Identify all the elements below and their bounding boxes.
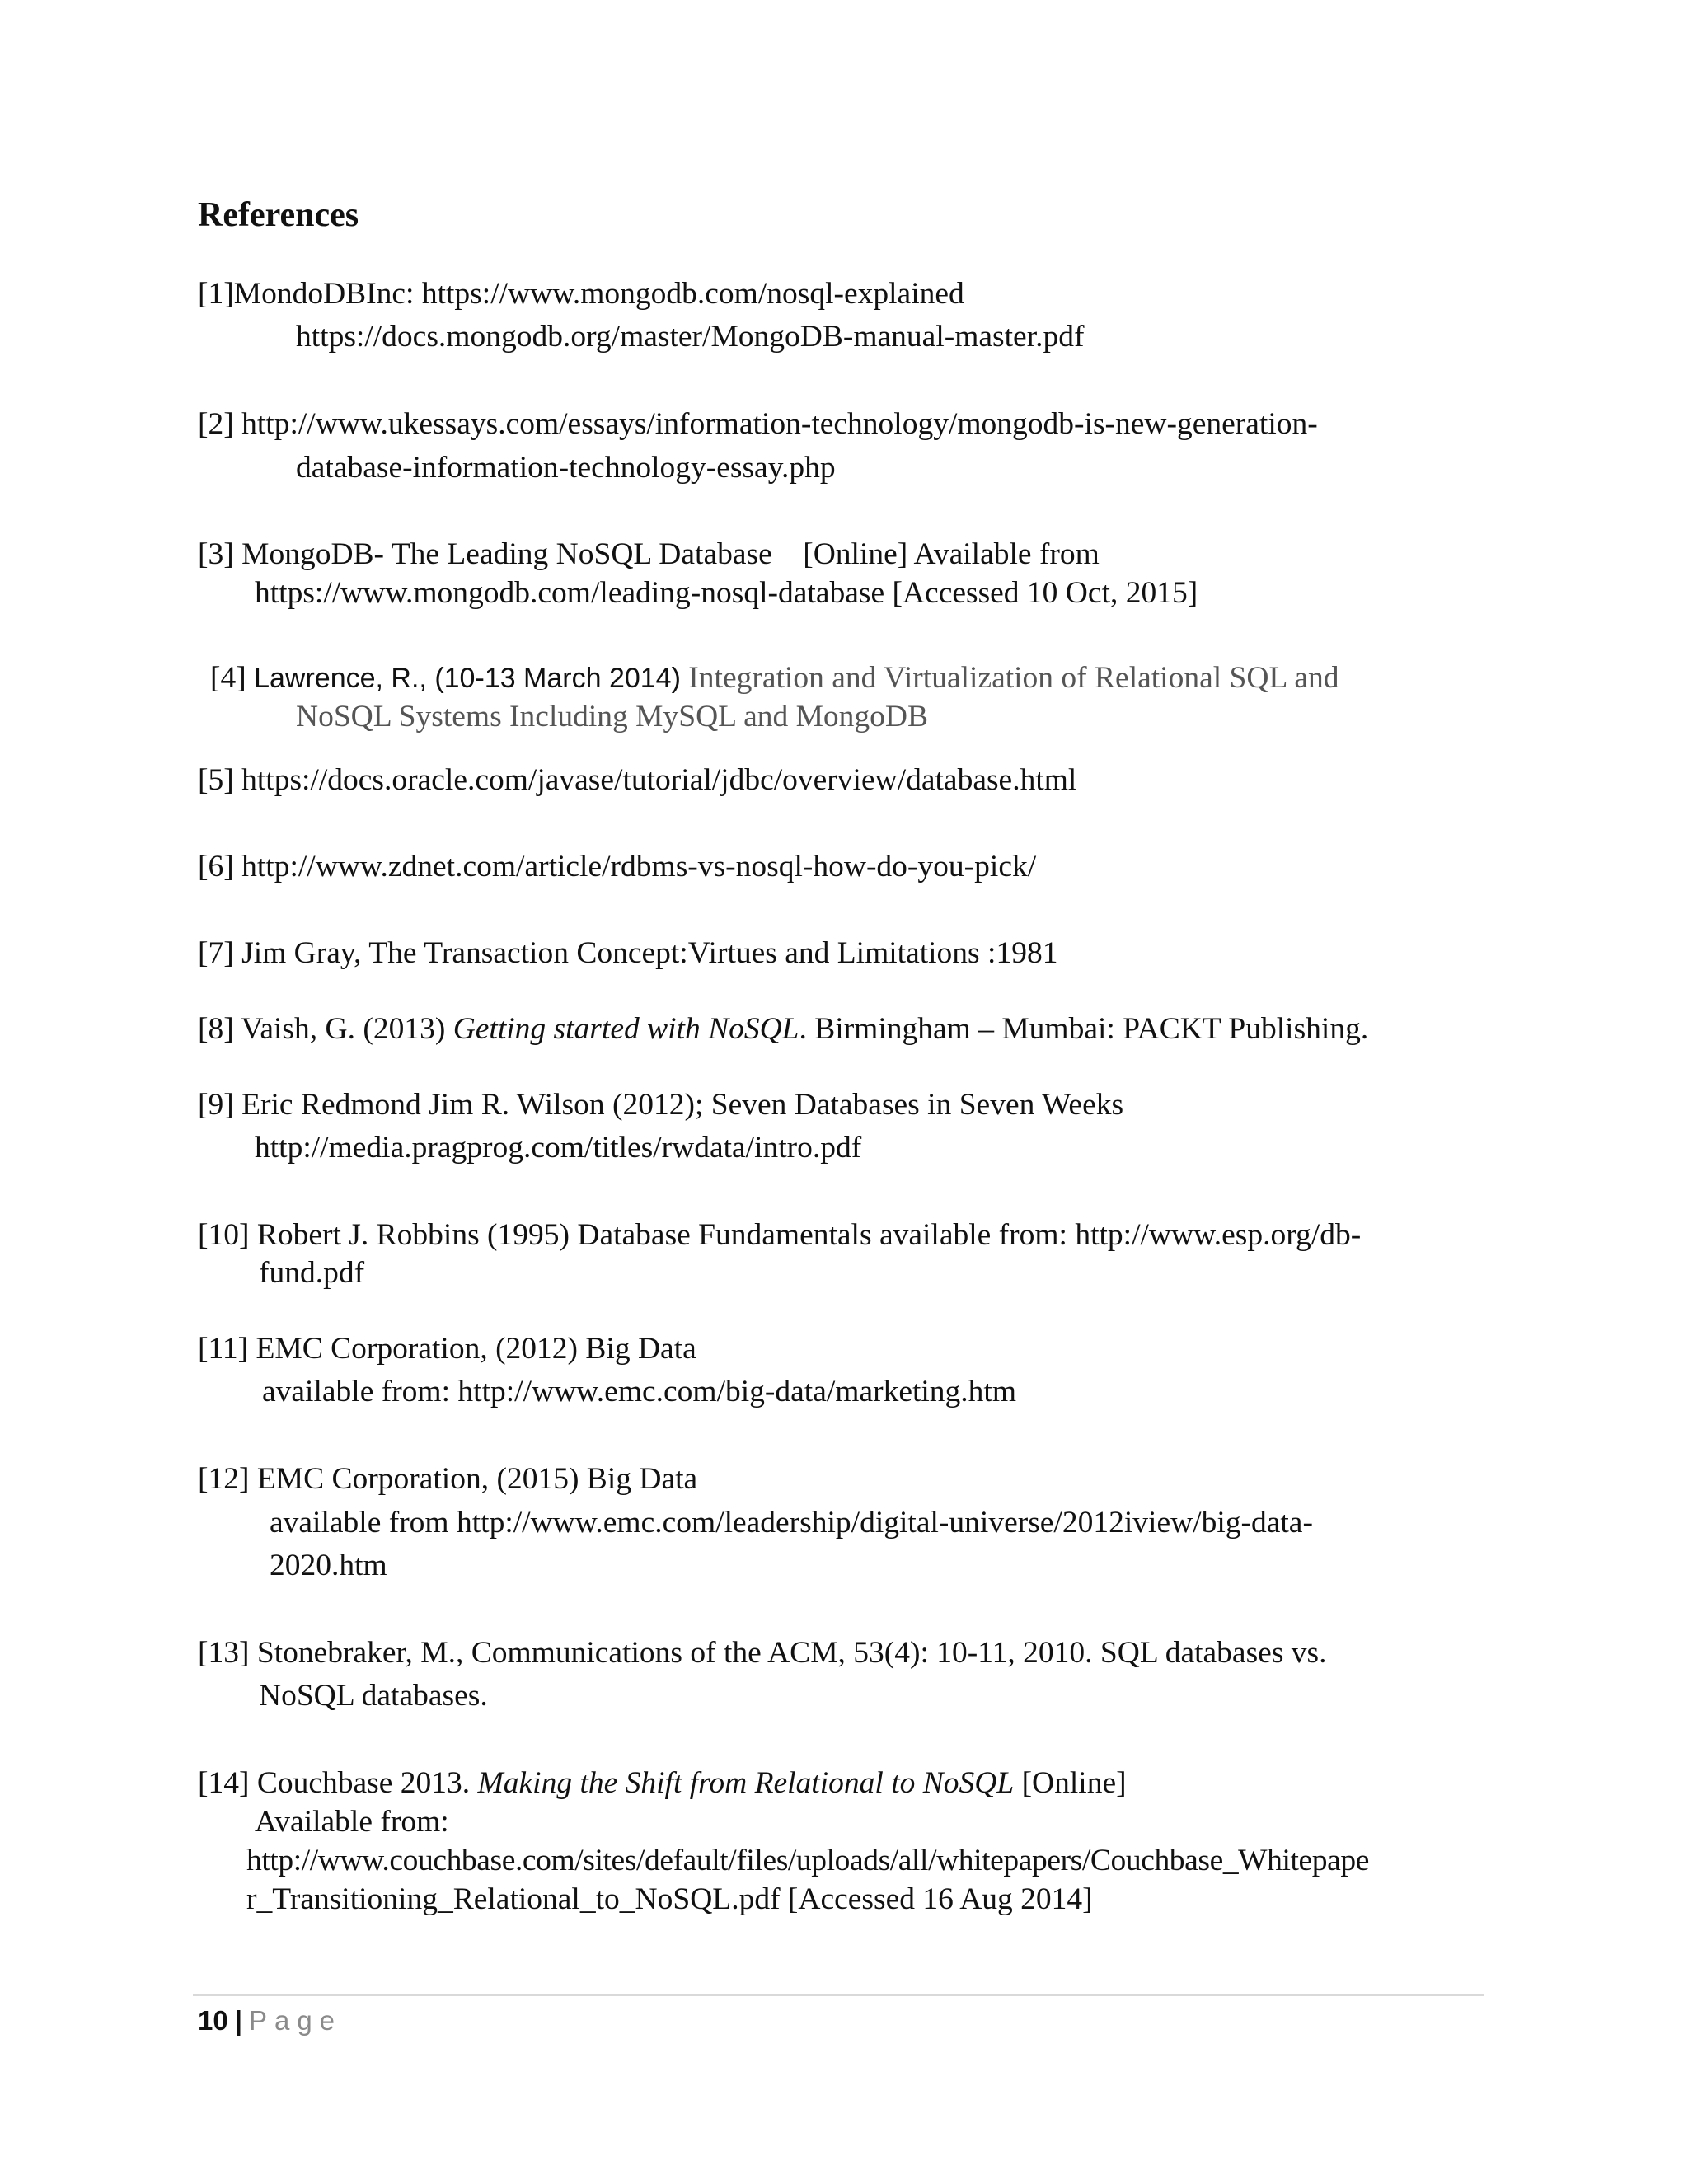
ref-2-line-2: database-information-technology-essay.php [296, 451, 836, 485]
ref-8-title: Getting started with NoSQL [452, 1012, 799, 1046]
ref-7-line-1: [7] Jim Gray, The Transaction Concept:Virtues and Limitations :1981 [198, 936, 1058, 970]
ref-14-line-1 [198, 1765, 1127, 1802]
ref-12-line-1: [12] EMC Corporation, (2015) Big Data [198, 1462, 698, 1496]
ref-14-suffix: [Online] [1014, 1766, 1127, 1800]
ref-10-line-1: [10] Robert J. Robbins (1995) Database Fundamentals available from: http://www.esp.org/db- [198, 1218, 1362, 1252]
page-number: 10 [198, 2005, 228, 2036]
ref-4-title: Integration and Virtualization of Relational SQL and [680, 661, 1339, 695]
ref-6-line-1: [6] http://www.zdnet.com/article/rdbms-vs-nosql-how-do-you-pick/ [198, 850, 1037, 883]
ref-8-line-1 [198, 1010, 1368, 1047]
ref-4-line-2: NoSQL Systems Including MySQL and MongoDB [296, 700, 929, 733]
references-heading: References [198, 196, 359, 234]
page-label: Page [248, 2005, 343, 2036]
ref-3-line-1: [3] MongoDB- The Leading NoSQL Database [Online] Available from [198, 537, 1100, 571]
footer-separator: | [234, 2005, 242, 2036]
ref-14-line-3: http://www.couchbase.com/sites/default/files/uploads/all/whitepapers/Couchbase_Whitepape [246, 1844, 1369, 1877]
ref-9-line-2: http://media.pragprog.com/titles/rwdata/intro.pdf [255, 1131, 862, 1165]
ref-14-title: Making the Shift from Relational to NoSQL [477, 1766, 1015, 1800]
ref-9-line-1: [9] Eric Redmond Jim R. Wilson (2012); Seven Databases in Seven Weeks [198, 1088, 1124, 1122]
ref-1-line-2: https://docs.mongodb.org/master/MongoDB-manual-master.pdf [296, 320, 1085, 354]
ref-8-suffix: . Birmingham – Mumbai: PACKT Publishing. [799, 1012, 1369, 1046]
footer-divider [193, 1994, 1484, 1996]
ref-3-line-2: https://www.mongodb.com/leading-nosql-database [Accessed 10 Oct, 2015] [255, 576, 1198, 610]
page-footer [198, 2004, 342, 2037]
ref-4-number: [4] [210, 661, 255, 695]
ref-8-prefix: [8] Vaish, G. (2013) [198, 1012, 453, 1046]
ref-10-line-2: fund.pdf [259, 1256, 365, 1290]
ref-14-line-2: Available from: [255, 1805, 449, 1839]
ref-13-line-2: NoSQL databases. [259, 1679, 488, 1713]
ref-13-line-1: [13] Stonebraker, M., Communications of the ACM, 53(4): 10-11, 2010. SQL databases vs. [198, 1636, 1327, 1670]
ref-11-line-1: [11] EMC Corporation, (2012) Big Data [198, 1332, 696, 1366]
ref-4-author: Lawrence, R., (10-13 March 2014) [254, 663, 681, 694]
ref-12-line-2: available from http://www.emc.com/leadership/digital-universe/2012iview/big-data- [270, 1506, 1313, 1540]
ref-14-prefix: [14] Couchbase 2013. [198, 1766, 478, 1800]
ref-12-line-3: 2020.htm [270, 1549, 387, 1582]
ref-1-line-1: [1]MondoDBInc: https://www.mongodb.com/nosql-explained [198, 277, 964, 311]
ref-5-line-1: [5] https://docs.oracle.com/javase/tutorial/jdbc/overview/database.html [198, 763, 1077, 797]
ref-14-line-4: r_Transitioning_Relational_to_NoSQL.pdf [Accessed 16 Aug 2014] [246, 1882, 1093, 1916]
ref-2-line-1: [2] http://www.ukessays.com/essays/information-technology/mongodb-is-new-generation- [198, 407, 1318, 441]
ref-11-line-2: available from: http://www.emc.com/big-data/marketing.htm [262, 1375, 1017, 1408]
ref-4-line-1 [210, 659, 1339, 696]
